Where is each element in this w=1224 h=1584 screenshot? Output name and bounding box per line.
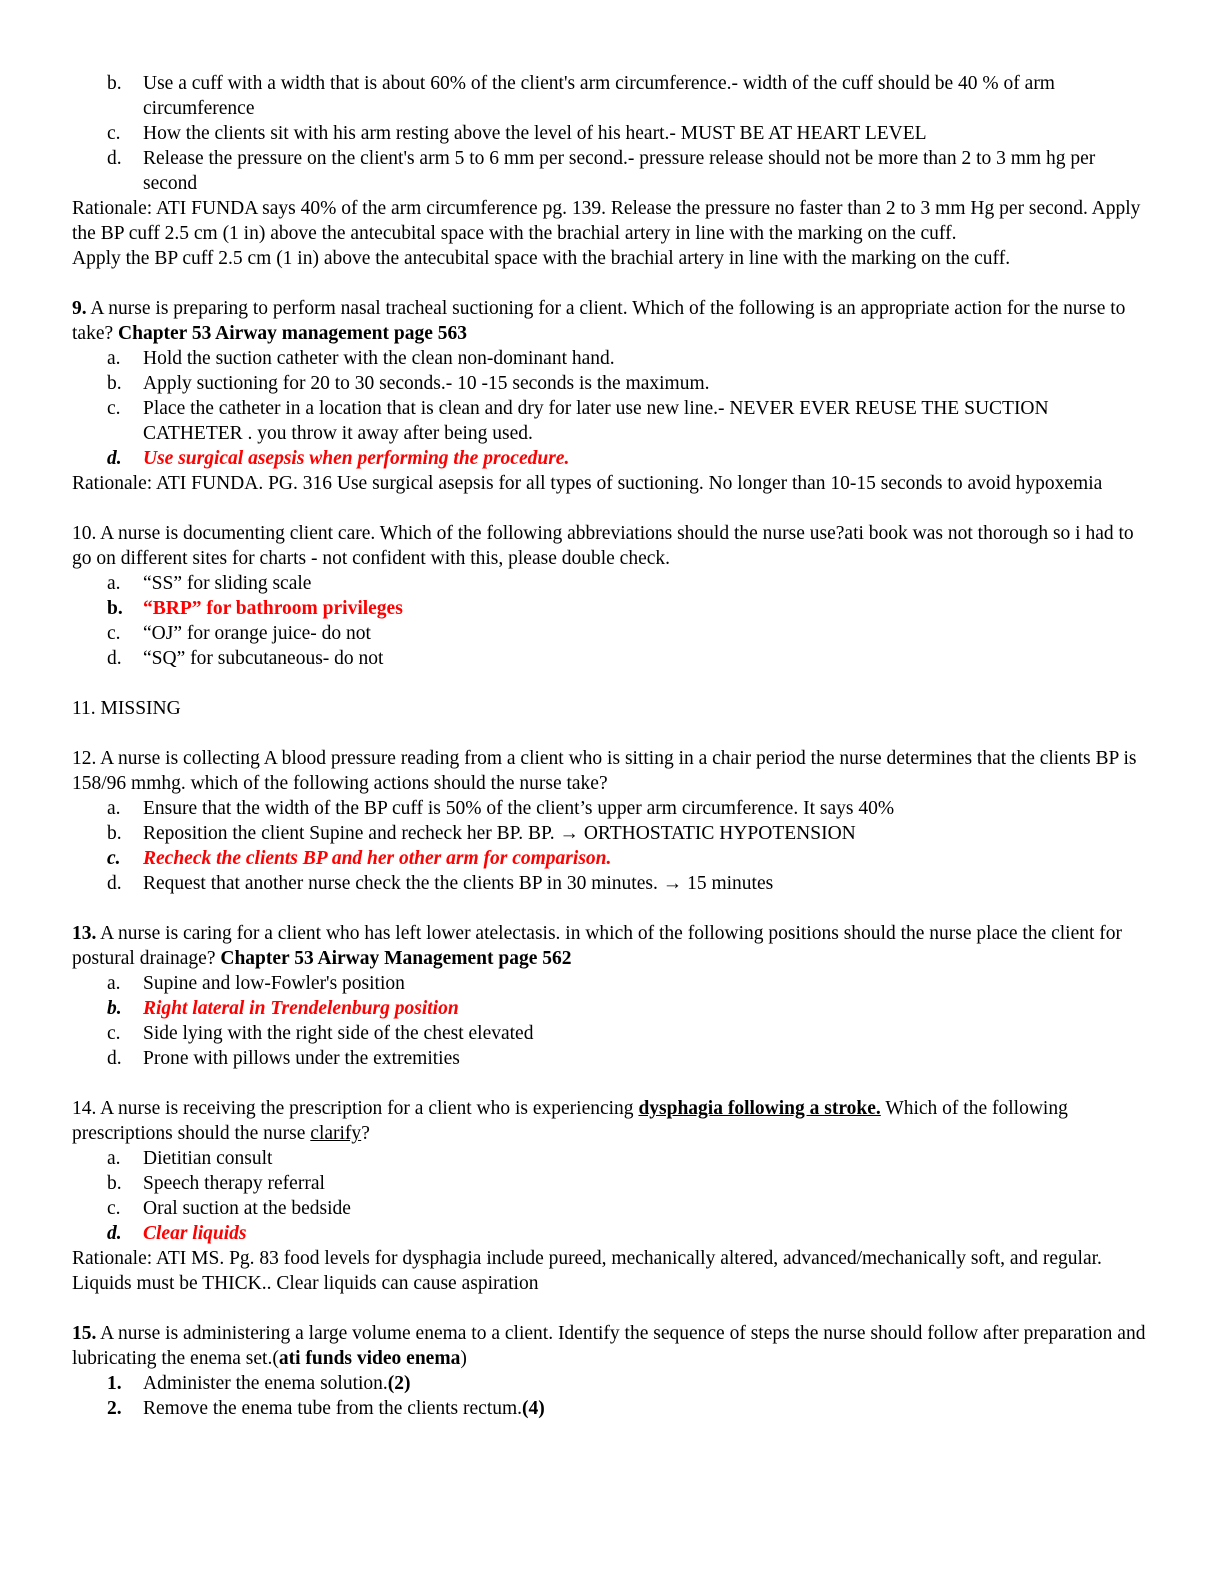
q8-option-b — [72, 71, 1152, 121]
option-text: “SQ” for subcutaneous- do not — [143, 648, 384, 669]
option-text: Prone with pillows under the extremities — [143, 1048, 460, 1069]
question-15 — [72, 1321, 1152, 1421]
option-label: d. — [107, 648, 122, 669]
option-label: d. — [107, 148, 122, 169]
clarify-word: clarify — [310, 1123, 362, 1144]
q13-option-a — [72, 971, 1152, 996]
option-text: Supine and low-Fowler's position — [143, 973, 405, 994]
question-13 — [72, 921, 1152, 1071]
question-text: A nurse is administering a large volume enema to a client. Identify the sequence of steps the nurse should follow after preparation and lubricating the enema set.( — [72, 1323, 1146, 1369]
option-label: b. — [107, 1173, 122, 1194]
q9-stem — [72, 296, 1152, 346]
question-11: 11. MISSING — [72, 698, 181, 719]
spacer — [72, 1071, 1152, 1096]
option-label: b. — [107, 998, 122, 1019]
q13-correct-answer — [72, 996, 1152, 1021]
answer-text: Right lateral in Trendelenburg position — [143, 998, 459, 1019]
step-label: 2. — [107, 1398, 122, 1419]
q15-stem — [72, 1321, 1152, 1371]
q15-step-1 — [72, 1371, 1152, 1396]
q12-stem: 12. A nurse is collecting A blood pressure reading from a client who is sitting in a chair period the nurse determines that the clients BP is 158/96 mmhg. which of the following actions should the nurse take? — [72, 748, 1137, 794]
option-text: Dietitian consult — [143, 1148, 273, 1169]
spacer — [72, 721, 1152, 746]
option-label: d. — [107, 1223, 122, 1244]
q10-stem: 10. A nurse is documenting client care. Which of the following abbreviations should the nurse use?ati book was not thorough so i had to go on different sites for charts - not confident with this, please double check. — [72, 523, 1134, 569]
spacer — [72, 496, 1152, 521]
step-order: (4) — [522, 1398, 545, 1419]
option-label: b. — [107, 823, 122, 844]
q9-rationale: Rationale: ATI FUNDA. PG. 316 Use surgical asepsis for all types of suctioning. No longer than 10-15 seconds to avoid hypoxemia — [72, 473, 1103, 494]
q12-option-a — [72, 796, 1152, 821]
option-text: Request that another nurse check the the clients BP in 30 minutes. → 15 minutes — [143, 873, 774, 894]
step-label: 1. — [107, 1373, 122, 1394]
emphasis-text: dysphagia following a stroke. — [638, 1098, 881, 1119]
q13-stem — [72, 921, 1152, 971]
option-text: “SS” for sliding scale — [143, 573, 312, 594]
q9-option-c — [72, 396, 1152, 446]
q14-stem — [72, 1096, 1152, 1146]
option-text: Side lying with the right side of the chest elevated — [143, 1023, 534, 1044]
document-page — [72, 71, 1152, 1421]
chapter-reference: Chapter 53 Airway management page 563 — [118, 323, 468, 344]
answer-text: Clear liquids — [143, 1223, 247, 1244]
option-text: Hold the suction catheter with the clean non-dominant hand. — [143, 348, 615, 369]
q13-option-c — [72, 1021, 1152, 1046]
option-label: b. — [107, 598, 123, 619]
option-label: a. — [107, 1148, 121, 1169]
q14-option-c — [72, 1196, 1152, 1221]
option-label: a. — [107, 798, 121, 819]
q12-correct-answer — [72, 846, 1152, 871]
option-label: a. — [107, 348, 121, 369]
option-label: c. — [107, 848, 121, 869]
question-text: A nurse is caring for a client who has left lower atelectasis. in which of the following positions should the nurse place the client for postural drainage? — [72, 923, 1123, 969]
q10-correct-answer — [72, 596, 1152, 621]
q12-option-d — [72, 871, 1152, 896]
question-number: 15. — [72, 1323, 97, 1344]
option-label: d. — [107, 873, 122, 894]
option-text: Place the catheter in a location that is clean and dry for later use new line.- NEVER EVER REUSE THE SUCTION CATHETER . you throw it away after being used. — [143, 398, 1049, 444]
q9-correct-answer — [72, 446, 1152, 471]
question-10 — [72, 521, 1152, 671]
question-text: 14. A nurse is receiving the prescription for a client who is experiencing — [72, 1098, 639, 1119]
q8-rationale-extra: Apply the BP cuff 2.5 cm (1 in) above the antecubital space with the brachial artery in line with the marking on the cuff. — [72, 248, 1011, 269]
question-text: A nurse is preparing to perform nasal tracheal suctioning for a client. Which of the following is an appropriate action for the nurse to take? — [72, 298, 1126, 344]
q10-option-c — [72, 621, 1152, 646]
spacer — [72, 1296, 1152, 1321]
video-reference: ati funds video enema — [278, 1348, 461, 1369]
q8-option-c — [72, 121, 1152, 146]
step-text: Remove the enema tube from the clients rectum. — [143, 1398, 523, 1419]
q8-rationale: Rationale: ATI FUNDA says 40% of the arm circumference pg. 139. Release the pressure no faster than 2 to 3 mm Hg per second. Apply the BP cuff 2.5 cm (1 in) above the antecubital space with the brachial artery in line with the marking on the cuff. — [72, 198, 1141, 244]
option-label: c. — [107, 623, 121, 644]
answer-text: “BRP” for bathroom privileges — [143, 598, 403, 619]
option-label: c. — [107, 398, 121, 419]
q10-option-d — [72, 646, 1152, 671]
q12-option-b — [72, 821, 1152, 846]
option-text: Ensure that the width of the BP cuff is 50% of the client’s upper arm circumference. It says 40% — [143, 798, 895, 819]
option-label: d. — [107, 1048, 122, 1069]
option-label: b. — [107, 73, 122, 94]
spacer — [72, 271, 1152, 296]
answer-text: Use surgical asepsis when performing the procedure. — [143, 448, 570, 469]
option-text: “OJ” for orange juice- do not — [143, 623, 371, 644]
option-label: c. — [107, 123, 121, 144]
question-14 — [72, 1096, 1152, 1296]
option-label: a. — [107, 573, 121, 594]
option-label: d. — [107, 448, 122, 469]
option-text: Release the pressure on the client's arm 5 to 6 mm per second.- pressure release should not be more than 2 to 3 mm hg per second — [143, 148, 1096, 194]
option-text: Oral suction at the bedside — [143, 1198, 351, 1219]
question-text-mid: Which of the following prescriptions should the nurse — [72, 1098, 1068, 1144]
option-text: How the clients sit with his arm resting above the level of his heart.- MUST BE AT HEART LEVEL — [143, 123, 927, 144]
q15-step-2 — [72, 1396, 1152, 1421]
answer-text: Recheck the clients BP and her other arm for comparison. — [143, 848, 612, 869]
q9-option-b — [72, 371, 1152, 396]
spacer — [72, 896, 1152, 921]
q14-correct-answer — [72, 1221, 1152, 1246]
q9-option-a — [72, 346, 1152, 371]
step-text: Administer the enema solution. — [143, 1373, 388, 1394]
question-8 — [72, 71, 1152, 271]
chapter-reference: Chapter 53 Airway Management page 562 — [220, 948, 572, 969]
option-label: b. — [107, 373, 122, 394]
q8-option-d — [72, 146, 1152, 196]
q14-rationale: Rationale: ATI MS. Pg. 83 food levels for dysphagia include pureed, mechanically altered, advanced/mechanically soft, and regular. Liquids must be THICK.. Clear liquids can cause aspiration — [72, 1248, 1102, 1294]
spacer — [72, 671, 1152, 696]
option-text: Apply suctioning for 20 to 30 seconds.- 10 -15 seconds is the maximum. — [143, 373, 710, 394]
q14-option-a — [72, 1146, 1152, 1171]
option-text: Reposition the client Supine and recheck her BP. BP. → ORTHOSTATIC HYPOTENSION — [143, 823, 856, 844]
q10-option-a — [72, 571, 1152, 596]
option-label: c. — [107, 1023, 121, 1044]
close-paren: ) — [460, 1348, 467, 1369]
question-12 — [72, 746, 1152, 896]
step-order: (2) — [387, 1373, 411, 1394]
question-number: 13. — [72, 923, 97, 944]
q14-option-b — [72, 1171, 1152, 1196]
option-label: a. — [107, 973, 121, 994]
q13-option-d — [72, 1046, 1152, 1071]
option-text: Speech therapy referral — [143, 1173, 325, 1194]
question-number: 9. — [72, 298, 87, 319]
question-9 — [72, 296, 1152, 496]
option-label: c. — [107, 1198, 121, 1219]
question-mark: ? — [361, 1123, 370, 1144]
option-text: Use a cuff with a width that is about 60% of the client's arm circumference.- width of the cuff should be 40 % of arm circumference — [143, 73, 1055, 119]
